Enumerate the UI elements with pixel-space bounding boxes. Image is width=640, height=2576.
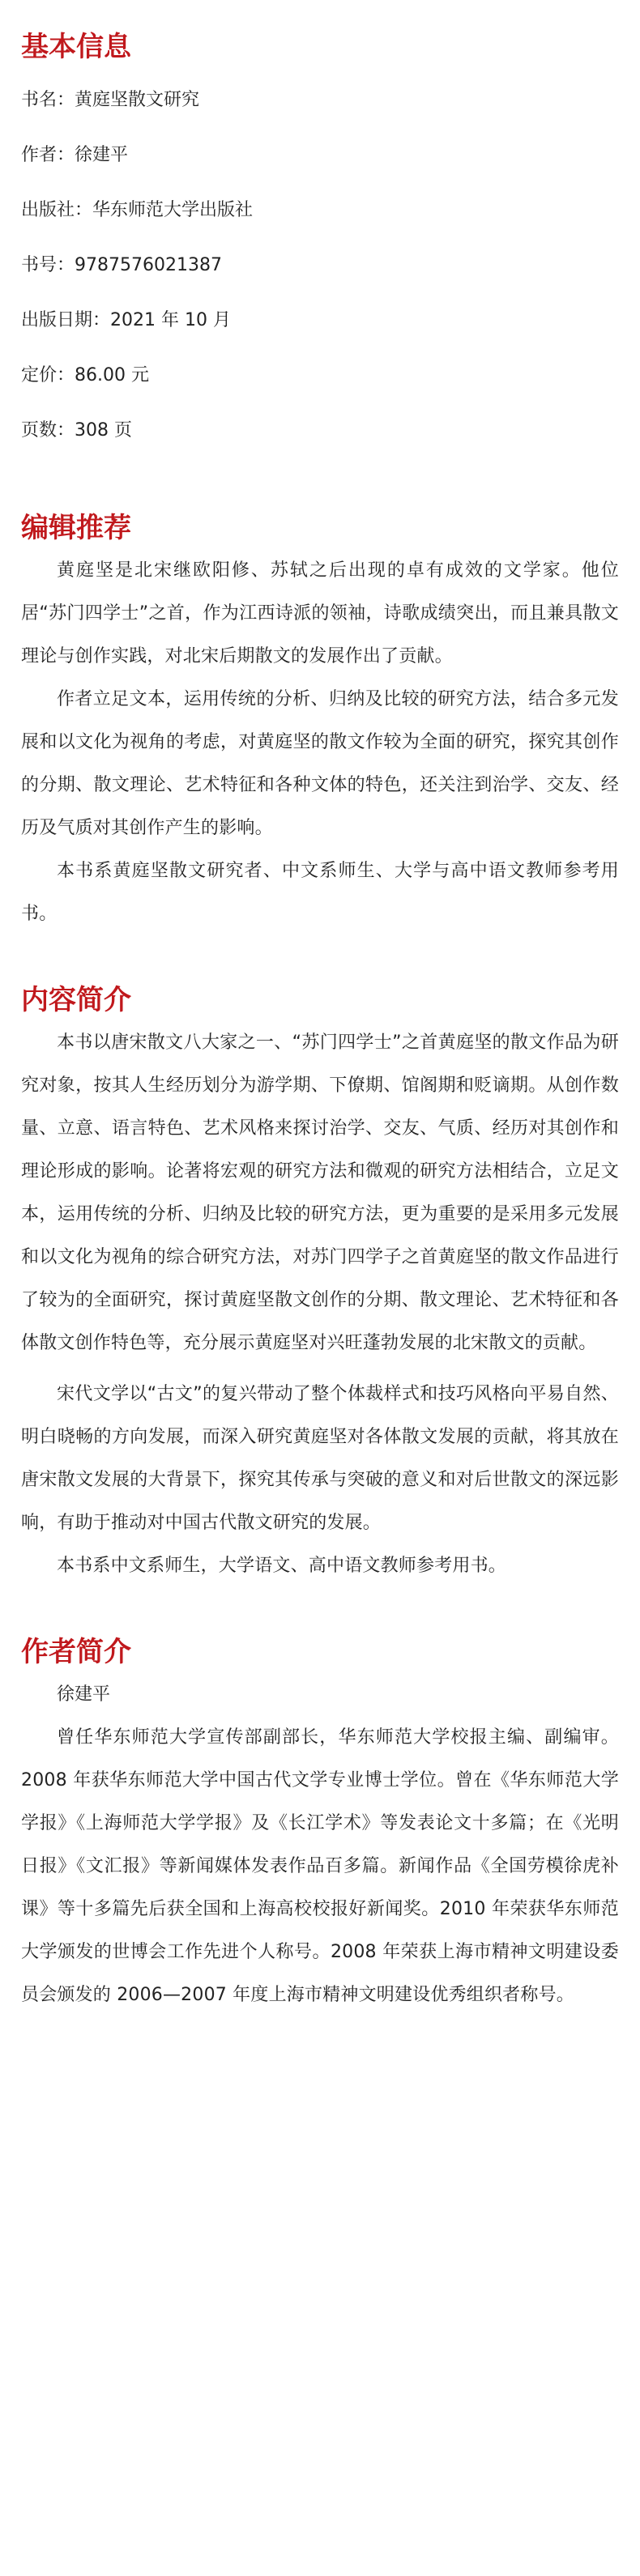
editor-rec-paragraph: 作者立足文本，运用传统的分析、归纳及比较的研究方法，结合多元发展和以文化为视角的考虑，对黄庭坚的散文作较为全面的研究，探究其创作的分期、散文理论、艺术特征和各种文体的特色，还关注到治学、交友、经历及气质对其创作产生的影响。 xyxy=(21,689,619,838)
editor-rec-title: 编辑推荐 xyxy=(21,512,131,544)
info-book-title: 书名：黄庭坚散文研究 xyxy=(21,90,200,110)
summary-section xyxy=(21,935,619,1587)
info-price: 定价：86.00 元 xyxy=(21,365,149,385)
summary-title: 内容简介 xyxy=(21,984,131,1016)
info-pub-date: 出版日期：2021 年 10 月 xyxy=(21,310,231,330)
summary-paragraph: 本书以唐宋散文八大家之一、“苏门四学士”之首黄庭坚的散文作品为研究对象，按其人生经历划分为游学期、下僚期、馆阁期和贬谪期。从创作数量、立意、语言特色、艺术风格来探讨治学、交友、气质、经历对其创作和理论形成的影响。论著将宏观的研究方法和微观的研究方法相结合，立足文本，运用传统的分析、归纳及比较的研究方法，更为重要的是采用多元发展和以文化为视角的综合研究方法，对苏门四学子之首黄庭坚的散文作品进行了较为的全面研究，探讨黄庭坚散文创作的分期、散文理论、艺术特征和各体散文创作特色等，充分展示黄庭坚对兴旺蓬勃发展的北宋散文的贡献。 xyxy=(21,1033,619,1353)
basic-info-section xyxy=(21,0,619,441)
info-author: 作者：徐建平 xyxy=(21,145,129,165)
author-name: 徐建平 xyxy=(57,1684,111,1705)
author-section xyxy=(21,1587,619,2016)
info-pages: 页数：308 页 xyxy=(21,420,132,441)
info-publisher: 出版社：华东师范大学出版社 xyxy=(21,200,254,220)
editor-rec-paragraph: 本书系黄庭坚散文研究者、中文系师生、大学与高中语文教师参考用书。 xyxy=(21,861,619,924)
basic-info-title: 基本信息 xyxy=(21,31,131,63)
editor-rec-paragraph: 黄庭坚是北宋继欧阳修、苏轼之后出现的卓有成效的文学家。他位居“苏门四学士”之首，作为江西诗派的领袖，诗歌成绩突出，而且兼具散文理论与创作实践，对北宋后期散文的发展作出了贡献。 xyxy=(21,560,619,666)
info-isbn: 书号：9787576021387 xyxy=(21,255,222,275)
summary-paragraph: 宋代文学以“古文”的复兴带动了整个体裁样式和技巧风格向平易自然、明白晓畅的方向发展，而深入研究黄庭坚对各体散文发展的贡献，将其放在唐宋散文发展的大背景下，探究其传承与突破的意义和对后世散文的深远影响，有助于推动对中国古代散文研究的发展。 xyxy=(21,1384,619,1533)
author-title: 作者简介 xyxy=(21,1636,131,1668)
author-bio-paragraph: 曾任华东师范大学宣传部副部长，华东师范大学校报主编、副编审。2008 年获华东师范大学中国古代文学专业博士学位。曾在《华东师范大学学报》《上海师范大学学报》及《长江学术》等发表论文十多篇；在《光明日报》《文汇报》等新闻媒体发表作品百多篇。新闻作品《全国劳模徐虎补课》等十多篇先后获全国和上海高校校报好新闻奖。2010 年荣获华东师范大学颁发的世博会工作先进个人称号。2008 年荣获上海市精神文明建设委员会颁发的 2006—2007 年度上海市精神文明建设优秀组织者称号。 xyxy=(21,1727,619,2005)
editor-rec-section xyxy=(21,441,619,935)
summary-paragraph: 本书系中文系师生，大学语文、高中语文教师参考用书。 xyxy=(57,1556,507,1576)
